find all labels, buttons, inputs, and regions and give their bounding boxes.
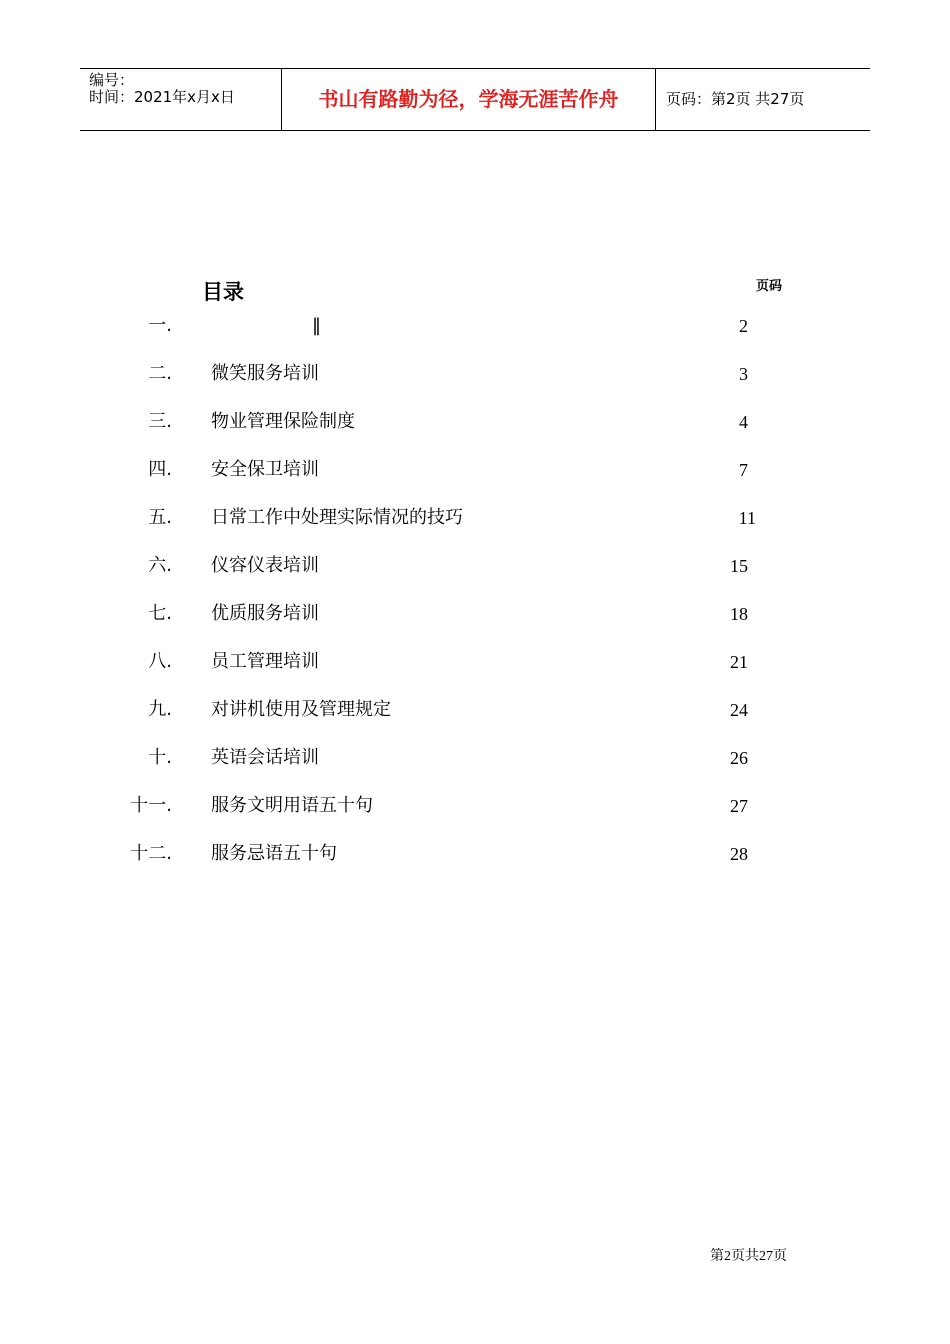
toc-entry-page: 27: [730, 796, 748, 816]
document-date: 时间：2021年x月x日: [89, 88, 235, 106]
toc-page-heading: 页码: [756, 279, 783, 294]
toc-entry[interactable]: [0, 841, 950, 867]
toc-entry-number: 一.: [148, 315, 172, 336]
page-header: [80, 68, 870, 131]
toc-entry-page: 21: [730, 652, 748, 672]
toc-entry-number: 十一.: [130, 795, 172, 816]
toc-entry[interactable]: [0, 697, 950, 723]
toc-entry-title: 安全保卫培训: [211, 459, 319, 480]
toc-entry-page: 24: [730, 700, 748, 720]
toc-entry-title: 优质服务培训: [211, 603, 319, 624]
toc-entry-title: 服务文明用语五十句: [211, 795, 373, 816]
toc-entry[interactable]: [0, 409, 950, 435]
toc-entry-number: 六.: [148, 555, 172, 576]
toc-entry-page: 7: [739, 460, 748, 480]
toc-entry-page: 15: [730, 556, 748, 576]
toc-entry[interactable]: [0, 361, 950, 387]
toc-entry[interactable]: [0, 601, 950, 627]
toc-entry-number: 十二.: [130, 843, 172, 864]
toc-entry-page: 11: [738, 508, 756, 528]
toc-entry[interactable]: [0, 649, 950, 675]
header-page-cell: [656, 69, 870, 130]
toc-entry[interactable]: [0, 553, 950, 579]
toc-title: 目录: [202, 280, 244, 304]
toc-entry-title: 员工管理培训: [211, 651, 319, 672]
toc-entry-title: 微笑服务培训: [211, 363, 319, 384]
toc-entry-page: 18: [730, 604, 748, 624]
toc-entry-page: 28: [730, 844, 748, 864]
page-footer: 第2页共27页: [710, 1249, 787, 1264]
header-motto-cell: [281, 69, 656, 130]
toc-entry-page: 2: [739, 316, 748, 336]
toc-entry-number: 十.: [148, 747, 172, 768]
toc-entry-title: 对讲机使用及管理规定: [211, 699, 391, 720]
toc-entry-number: 二.: [148, 363, 172, 384]
toc-entry-number: 七.: [148, 603, 172, 624]
document-number-label: 编号：: [89, 71, 135, 89]
header-motto: 书山有路勤为径，学海无涯苦作舟: [318, 87, 619, 111]
toc-entry-page: 26: [730, 748, 748, 768]
toc-entry-title: ‖: [312, 315, 321, 336]
toc-entry[interactable]: [0, 793, 950, 819]
toc-entry[interactable]: [0, 457, 950, 483]
toc-entry-page: 4: [739, 412, 748, 432]
toc-entry-number: 五.: [148, 507, 172, 528]
toc-entry-title: 英语会话培训: [211, 747, 319, 768]
toc-entry-number: 三.: [148, 411, 172, 432]
toc-entry-title: 日常工作中处理实际情况的技巧: [211, 507, 463, 528]
toc-entry[interactable]: [0, 505, 950, 531]
toc-entry-title: 服务忌语五十句: [211, 843, 337, 864]
toc-entry-number: 八.: [148, 651, 172, 672]
toc-entry-number: 四.: [148, 459, 172, 480]
toc-entry-number: 九.: [148, 699, 172, 720]
toc-entry-page: 3: [739, 364, 748, 384]
toc-entry[interactable]: [0, 745, 950, 771]
toc-entry-title: 仪容仪表培训: [211, 555, 319, 576]
toc-entry-title: 物业管理保险制度: [211, 411, 355, 432]
toc-entry[interactable]: [0, 313, 950, 339]
header-page-info: 页码：第2页 共27页: [666, 90, 805, 108]
header-meta-cell: [80, 69, 281, 130]
